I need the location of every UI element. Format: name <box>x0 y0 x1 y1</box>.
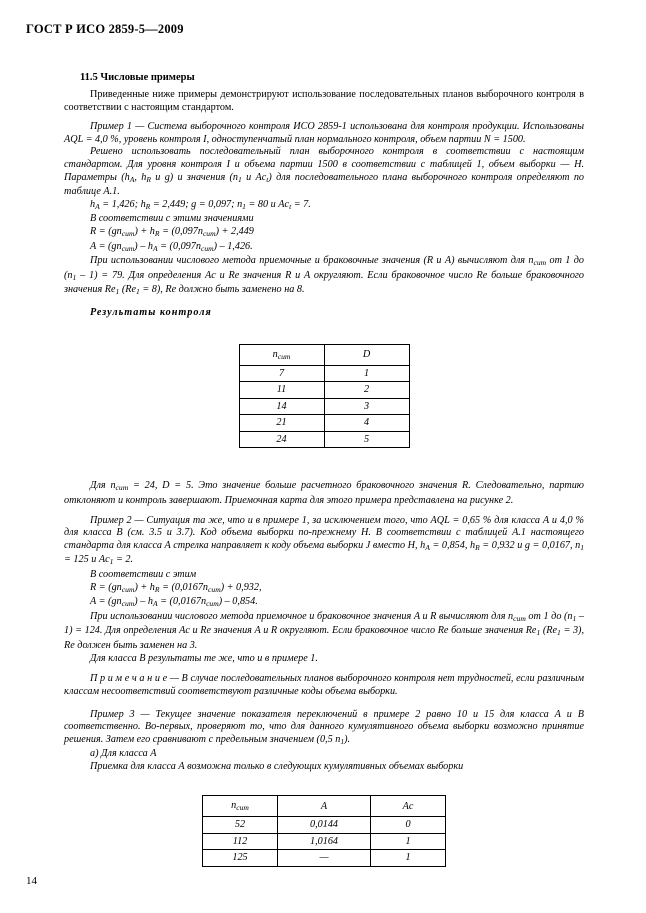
example2-formula-lead: В соответствии с этим <box>90 568 197 580</box>
table-row <box>203 850 446 867</box>
document-body <box>64 72 584 867</box>
table-row <box>239 382 409 399</box>
example2-paragraph-1: Пример 2 — Ситуация та же, что и в примере 1, за исключением того, что AQL = 0,65 % для класса А и 4,0 % для класса В (см. 3.5 и 3.7). Код объема выборки по-прежнему Н. В соответствии с таблицей А.1 настоящего стандарта для класса А стрелка направляет к коду объема выборки J вместо H, $h_A = 0,854$, $h_R = 0,932$ и g = 0,0167, $n_1 = 125$ и $Ac_1 = 2$. <box>64 514 585 567</box>
table-row <box>239 365 409 382</box>
header-text-ncum: $n_{cum}$ <box>272 348 291 361</box>
note-paragraph: П р и м е ч а н и е — В случае последовательных планов выборочного контроля нет трудностей, если различным классам несоответствий соответствуют различные коды объема выборки. <box>64 673 584 697</box>
cell-ncum: 112 <box>203 833 278 850</box>
cell-ncum: 125 <box>203 850 278 867</box>
example3-paragraph-1: Пример 3 — Текущее значение показателя переключений в примере 2 равно 10 и 15 для класса А и В соответственно. Во-первых, проверяют то, что для данного кумулятивного объема выборки возможно принятие решения. Затем его сравнивают с предельным значением (0,5 $n_1$). <box>64 708 584 746</box>
cell-ac: 1 <box>371 850 446 867</box>
table-row <box>239 431 409 448</box>
cell-d: 2 <box>324 382 409 399</box>
example2-paragraph-2: При использовании числового метода приемочное и браковочное значения A и R вычисляют для $n_{cum}$ от 1 до $(n_1 - 1) = 124$. Для определения Ac и Re значения A и R округляют. Если браковочное число Re больше значения $Re_1$ $(Re_1 = 3)$, Re должен быть заменен на 3. <box>64 610 585 651</box>
section-title: 11.5 Числовые примеры <box>80 72 195 83</box>
cell-ncum: 52 <box>203 817 278 834</box>
table2-header-a: A <box>278 796 371 817</box>
cell-ncum: 14 <box>239 398 324 415</box>
table1-header-d: D <box>324 344 409 365</box>
example1-formula-lead: В соответствии с этими значениями <box>90 213 254 225</box>
example1-paragraph-1: Пример 1 — Система выборочного контроля ИСО 2859-1 использована для контроля продукции. Использованы AQL = 4,0 %, уровень контроля I, одноступенчатый план нормального контроля, объем партии N = 1500. <box>64 121 584 145</box>
table-row <box>239 415 409 432</box>
cell-ncum: 7 <box>239 365 324 382</box>
example2-formula-r: $R = (gn_{cum}) + h_R = (0,0167n_{cum}) + 0,932$, <box>90 581 262 594</box>
spacer <box>64 456 584 480</box>
cell-d: 1 <box>324 365 409 382</box>
cell-ac: 0 <box>371 817 446 834</box>
page-number: 14 <box>26 875 37 887</box>
cell-a: 1,0164 <box>278 833 371 850</box>
cell-ncum: 24 <box>239 431 324 448</box>
cell-a: 0,0144 <box>278 817 371 834</box>
results-table-1-wrapper <box>64 344 584 449</box>
example3-class-a-text: Приемка для класса А возможна только в следующих кумулятивных объемах выборки <box>90 760 464 772</box>
table2-header-ncum: $n_{cum}$ <box>203 796 278 817</box>
example1-paragraph-3: При использовании числового метода приемочные и браковочные значения (R и A) вычисляют для $n_{cum}$ от 1 до $(n_1 - 1) = 79$. Для определения Ac и Re значения R и A округляют. Если браковочное число Re больше браковочного значения $Re_1$ $(Re_1 = 8)$, Re должно быть заменено на 8. <box>64 255 584 297</box>
example2-paragraph-3: Для класса В результаты те же, что и в примере 1. <box>90 652 318 664</box>
intro-paragraph: Приведенные ниже примеры демонстрируют использование последовательных планов выборочного контроля в соответствии с настоящим стандартом. <box>64 89 584 113</box>
example1-parameters: $h_A = 1,426$; $h_R = 2,449$; g = 0,097; $n_1 = 80$ и $Ac_t = 7$. <box>90 198 311 211</box>
table-header-row <box>239 344 409 365</box>
example1-conclusion: Для $n_{cum} = 24$, D = 5. Это значение больше расчетного браковочного значения R. Следовательно, партию отклоняют и контроль завершают. Приемочная карта для этого примера представлена на рисунке 2. <box>64 480 584 506</box>
table1-header-ncum <box>239 344 324 365</box>
results-table-1 <box>239 344 410 449</box>
cell-a: — <box>278 850 371 867</box>
table2-header-ac: Ac <box>371 796 446 817</box>
table-row <box>203 817 446 834</box>
cell-d: 3 <box>324 398 409 415</box>
table-header-row <box>203 796 446 817</box>
example1-paragraph-2: Решено использовать последовательный план выборочного контроля в соответствии с настоящим стандартом. Для уровня контроля I и объема партии 1500 в соответствии с таблицей 1, объем выборки — H. Параметры ($h_A$, $h_R$ и g) и значения ($n_1$ и $Ac_t$) для последовательного плана выборочного контроля определяют по таблице А.1. <box>64 146 585 198</box>
results-table-2 <box>202 795 446 867</box>
results-table-2-wrapper <box>64 795 584 867</box>
cell-d: 5 <box>324 431 409 448</box>
cell-d: 4 <box>324 415 409 432</box>
example1-formula-r: $R = (gn_{cum}) + h_R = (0,097n_{cum}) + 2,449$ <box>90 225 254 238</box>
example1-formula-a: $A = (gn_{cum}) - h_A = (0,097n_{cum}) - 1,426$. <box>90 240 253 253</box>
table-row <box>239 398 409 415</box>
example2-formula-a: $A = (gn_{cum}) - h_A = (0,0167n_{cum}) - 0,854$. <box>90 596 258 609</box>
cell-ncum: 11 <box>239 382 324 399</box>
table-row <box>203 833 446 850</box>
cell-ac: 1 <box>371 833 446 850</box>
example1-results-label: Результаты контроля <box>90 306 212 318</box>
example3-class-a-label: а) Для класса А <box>90 748 157 760</box>
cell-ncum: 21 <box>239 415 324 432</box>
page-header: ГОСТ Р ИСО 2859-5—2009 <box>26 22 184 36</box>
